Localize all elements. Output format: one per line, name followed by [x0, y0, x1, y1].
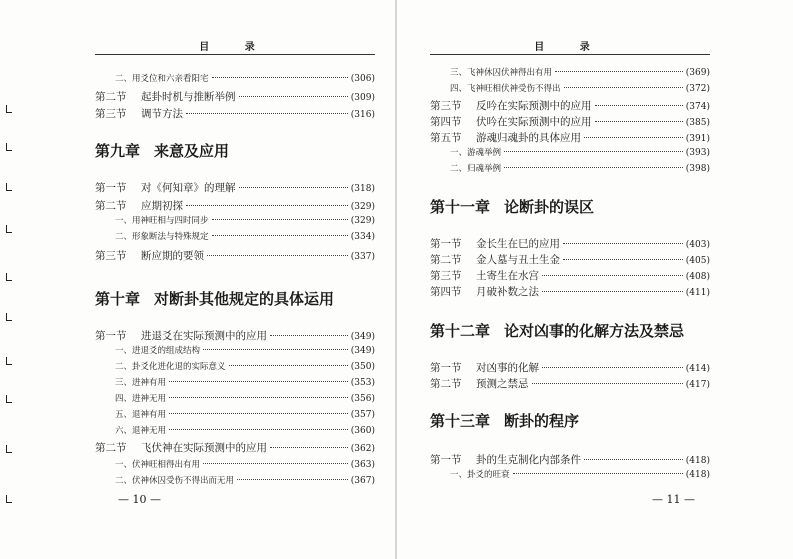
toc-entry-page: (418) — [685, 456, 710, 466]
binding-mark — [4, 495, 12, 503]
dot-leader — [563, 243, 683, 244]
toc-entry-title: 调节方法 — [141, 108, 183, 120]
toc-entry-number: 第一节 — [430, 238, 462, 250]
toc-subsection — [450, 66, 710, 78]
toc-section — [95, 198, 375, 213]
toc-section — [95, 106, 375, 121]
dot-leader — [595, 121, 683, 122]
toc-entry-number: 第五节 — [430, 132, 462, 144]
dot-leader — [237, 479, 348, 480]
toc-section — [430, 130, 710, 145]
dot-leader — [542, 291, 683, 292]
toc-entry-page: (405) — [685, 256, 710, 266]
toc-entry-number: 第四节 — [430, 116, 462, 128]
toc-entry-page: (414) — [685, 364, 710, 374]
toc-entry-title: 断应期的要领 — [141, 250, 204, 262]
dot-leader — [504, 151, 683, 152]
toc-section — [430, 268, 710, 283]
toc-entry-page: (306) — [350, 74, 375, 84]
toc-entry-title: 对《何知章》的理解 — [141, 182, 236, 194]
toc-entry-title: 起卦时机与推断举例 — [141, 91, 236, 103]
toc-entry-number: 第四节 — [430, 286, 462, 298]
dot-leader — [169, 429, 348, 430]
toc-subsection — [450, 146, 710, 158]
toc-entry-page: (329) — [350, 202, 375, 212]
toc-entry-title: 应期初探 — [141, 200, 183, 212]
toc-entry-page: (403) — [685, 240, 710, 250]
toc-subsection — [450, 82, 710, 94]
toc-subsection — [115, 360, 375, 372]
toc-entry-page: (367) — [350, 476, 375, 486]
toc-entry-title: 四、进神无用 — [115, 394, 167, 404]
toc-entry-title: 二、卦爻化进化退的实际意义 — [115, 362, 226, 372]
toc-entry-number: 第三节 — [95, 250, 127, 262]
toc-chapter — [430, 320, 710, 341]
toc-subsection — [115, 376, 375, 388]
toc-entry-number: 第十三章 — [430, 412, 491, 430]
binding-mark — [4, 143, 12, 151]
toc-entry-number: 第十章 — [95, 290, 141, 308]
toc-entry-title: 金人墓与丑土生金 — [476, 254, 560, 266]
toc-section — [95, 248, 375, 263]
toc-entry-page: (357) — [350, 410, 375, 420]
toc-section — [95, 328, 375, 343]
toc-subsection — [115, 424, 375, 436]
toc-entry-page: (369) — [685, 68, 710, 78]
toc-entry-number: 第二节 — [430, 378, 462, 390]
toc-subsection — [115, 344, 375, 356]
toc-section — [430, 360, 710, 375]
toc-subsection — [115, 392, 375, 404]
toc-entry-title: 对断卦其他规定的具体运用 — [154, 290, 335, 308]
dot-leader — [270, 335, 348, 336]
toc-entry-number: 第三节 — [430, 270, 462, 282]
binding-mark — [4, 105, 12, 113]
dot-leader — [186, 205, 348, 206]
dot-leader — [504, 167, 683, 168]
toc-entry-title: 游魂归魂卦的具体应用 — [476, 132, 581, 144]
toc-section — [430, 236, 710, 251]
toc-entry-title: 来意及应用 — [154, 142, 230, 160]
toc-entry-page: (411) — [685, 288, 710, 298]
toc-entry-page: (337) — [350, 252, 375, 262]
toc-section — [430, 114, 710, 129]
toc-chapter — [430, 410, 710, 431]
toc-entry-title: 论断卦的误区 — [504, 198, 595, 216]
toc-subsection — [115, 230, 375, 242]
toc-subsection — [115, 408, 375, 420]
toc-section — [95, 89, 375, 104]
dot-leader — [203, 349, 348, 350]
toc-chapter — [95, 288, 375, 309]
dot-leader — [239, 96, 348, 97]
binding-mark — [4, 225, 12, 233]
binding-mark — [4, 273, 12, 281]
dot-leader — [229, 365, 348, 366]
dot-leader — [203, 463, 348, 464]
dot-leader — [584, 459, 683, 460]
toc-entry-number: 第二节 — [95, 200, 127, 212]
toc-entry-page: (391) — [685, 134, 710, 144]
toc-entry-number: 第三节 — [95, 108, 127, 120]
toc-chapter — [430, 196, 710, 217]
page-number: — 11 — — [652, 493, 695, 506]
toc-entry-title: 金长生在巳的应用 — [476, 238, 560, 250]
toc-entry-page: (418) — [685, 470, 710, 480]
dot-leader — [186, 113, 348, 114]
dot-leader — [212, 77, 348, 78]
toc-entry-number: 第三节 — [430, 100, 462, 112]
toc-subsection — [115, 458, 375, 470]
toc-entry-page: (385) — [685, 118, 710, 128]
toc-section — [430, 98, 710, 113]
left-page — [0, 0, 396, 559]
toc-entry-number: 第一节 — [95, 330, 127, 342]
toc-entry-page: (393) — [685, 148, 710, 158]
dot-leader — [212, 219, 348, 220]
toc-entry-title: 进退爻在实际预测中的应用 — [141, 330, 267, 342]
toc-entry-page: (362) — [350, 444, 375, 454]
toc-subsection — [115, 72, 375, 84]
page-number: — 10 — — [118, 493, 161, 506]
toc-entry-title: 论对凶事的化解方法及禁忌 — [504, 322, 685, 340]
toc-entry-title: 一、游魂举例 — [450, 148, 502, 158]
toc-entry-number: 第二节 — [430, 254, 462, 266]
toc-entry-number: 第一节 — [430, 454, 462, 466]
toc-entry-number: 第一节 — [430, 362, 462, 374]
toc-entry-page: (353) — [350, 378, 375, 388]
toc-entry-title: 土寄生在水宫 — [476, 270, 539, 282]
dot-leader — [564, 87, 683, 88]
toc-entry-page: (398) — [685, 164, 710, 174]
toc-section — [95, 440, 375, 455]
dot-leader — [169, 397, 348, 398]
toc-entry-title: 一、卦爻的旺衰 — [450, 470, 510, 480]
toc-entry-title: 五、退神有用 — [115, 410, 167, 420]
toc-entry-page: (329) — [350, 216, 375, 226]
toc-entry-number: 第十一章 — [430, 198, 491, 216]
toc-entry-title: 断卦的程序 — [504, 412, 580, 430]
toc-entry-title: 反吟在实际预测中的应用 — [476, 100, 592, 112]
dot-leader — [212, 235, 348, 236]
toc-entry-title: 一、用神旺相与四时同步 — [115, 216, 209, 226]
toc-entry-page: (316) — [350, 110, 375, 120]
toc-entry-page: (372) — [685, 84, 710, 94]
binding-mark — [4, 183, 12, 191]
page-header: 目 录 — [534, 42, 606, 53]
toc-entry-title: 卦的生克制化内部条件 — [476, 454, 581, 466]
toc-entry-title: 三、进神有用 — [115, 378, 167, 388]
toc-subsection — [450, 162, 710, 174]
toc-entry-title: 月破补数之法 — [476, 286, 539, 298]
toc-section — [430, 284, 710, 299]
dot-leader — [532, 383, 683, 384]
toc-section — [95, 180, 375, 195]
binding-mark — [4, 445, 12, 453]
toc-entry-page: (363) — [350, 460, 375, 470]
dot-leader — [584, 137, 683, 138]
toc-entry-page: (408) — [685, 272, 710, 282]
page-header: 目 录 — [199, 42, 271, 53]
dot-leader — [595, 105, 683, 106]
toc-chapter — [95, 140, 375, 161]
binding-mark — [4, 395, 12, 403]
dot-leader — [169, 413, 348, 414]
toc-entry-page: (360) — [350, 426, 375, 436]
dot-leader — [207, 255, 348, 256]
toc-entry-title: 四、飞神旺相伏神受伤不得出 — [450, 84, 561, 94]
toc-entry-title: 伏吟在实际预测中的应用 — [476, 116, 592, 128]
toc-entry-title: 六、退神无用 — [115, 426, 167, 436]
toc-entry-number: 第十二章 — [430, 322, 491, 340]
toc-entry-title: 对凶事的化解 — [476, 362, 539, 374]
toc-entry-title: 二、形象断法与特殊规定 — [115, 232, 209, 242]
toc-entry-number: 第一节 — [95, 182, 127, 194]
toc-entry-page: (318) — [350, 184, 375, 194]
toc-entry-title: 飞伏神在实际预测中的应用 — [141, 442, 267, 454]
dot-leader — [563, 259, 683, 260]
toc-entry-title: 二、用爻位和六亲看阳宅 — [115, 74, 209, 84]
header-rule — [430, 54, 710, 55]
binding-mark — [4, 357, 12, 365]
dot-leader — [555, 71, 683, 72]
dot-leader — [542, 275, 683, 276]
toc-section — [430, 252, 710, 267]
toc-entry-page: (374) — [685, 102, 710, 112]
dot-leader — [169, 381, 348, 382]
toc-entry-page: (417) — [685, 380, 710, 390]
toc-entry-number: 第九章 — [95, 142, 141, 160]
toc-subsection — [115, 474, 375, 486]
toc-subsection — [450, 468, 710, 480]
binding-mark — [4, 313, 12, 321]
toc-entry-title: 一、伏神旺相得出有用 — [115, 460, 201, 470]
toc-entry-page: (349) — [350, 332, 375, 342]
toc-entry-page: (309) — [350, 93, 375, 103]
toc-entry-page: (349) — [350, 346, 375, 356]
toc-entry-page: (334) — [350, 232, 375, 242]
toc-entry-title: 预测之禁忌 — [476, 378, 529, 390]
dot-leader — [542, 367, 683, 368]
dot-leader — [270, 447, 348, 448]
toc-entry-title: 一、进退爻的组成结构 — [115, 346, 201, 356]
toc-entry-title: 二、归魂举例 — [450, 164, 502, 174]
toc-entry-page: (356) — [350, 394, 375, 404]
toc-section — [430, 376, 710, 391]
toc-entry-title: 二、伏神休囚受伤不得出而无用 — [115, 476, 235, 486]
toc-entry-page: (350) — [350, 362, 375, 372]
dot-leader — [513, 473, 683, 474]
toc-entry-title: 三、飞神休囚伏神得出有用 — [450, 68, 553, 78]
toc-entry-number: 第二节 — [95, 91, 127, 103]
right-page — [397, 0, 793, 559]
header-rule — [95, 54, 375, 55]
toc-subsection — [115, 214, 375, 226]
dot-leader — [239, 187, 348, 188]
toc-entry-number: 第二节 — [95, 442, 127, 454]
toc-section — [430, 452, 710, 467]
